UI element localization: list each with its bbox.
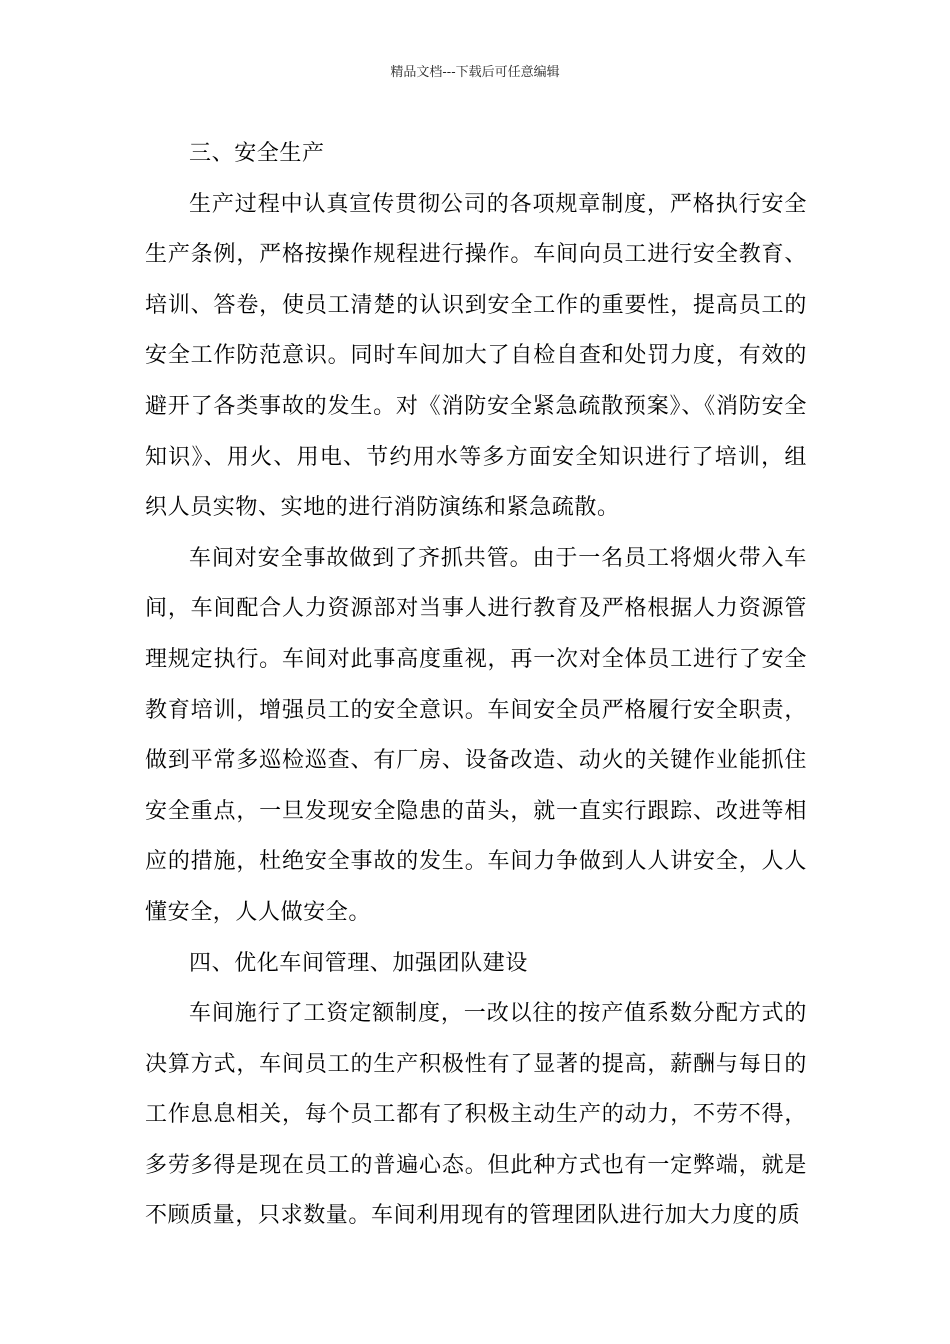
section-heading-management: 四、优化车间管理、加强团队建设: [189, 950, 529, 976]
paragraph-safety-rules: 生产过程中认真宣传贯彻公司的各项规章制度，严格执行安全生产条例，严格按操作规程进行操作。车间向员工进行安全教育、培训、答卷，使员工清楚的认识到安全工作的重要性，提高员工的安全工作防范意识。同时车间加大了自检自查和处罚力度，有效的避开了各类事故的发生。对《消防安全紧急疏散预案》、《消防安全知识》、用火、用电、节约用水等多方面安全知识进行了培训，组织人员实物、实地的进行消防演练和紧急疏散。: [145, 191, 807, 521]
page-header: 精品文档---下载后可任意编辑: [390, 65, 560, 80]
paragraph-wage-system: 车间施行了工资定额制度，一改以往的按产值系数分配方式的决算方式，车间员工的生产积极性有了显著的提高，薪酬与每日的工作息息相关，每个员工都有了积极主动生产的动力，不劳不得，多劳多得是现在员工的普遍心态。但此种方式也有一定弊端，就是不顾质量，只求数量。车间利用现有的管理团队进行加大力度的质: [145, 1001, 807, 1229]
section-heading-safety: 三、安全生产: [189, 141, 325, 166]
paragraph-safety-incident: 车间对安全事故做到了齐抓共管。由于一名员工将烟火带入车间，车间配合人力资源部对当事人进行教育及严格根据人力资源管理规定执行。车间对此事高度重视，再一次对全体员工进行了安全教育培训，增强员工的安全意识。车间安全员严格履行安全职责，做到平常多巡检巡查、有厂房、设备改造、动火的关键作业能抓住安全重点，一旦发现安全隐患的苗头，就一直实行跟踪、改进等相应的措施，杜绝安全事故的发生。车间力争做到人人讲安全，人人懂安全，人人做安全。: [145, 545, 807, 925]
document-body: [145, 129, 807, 1242]
